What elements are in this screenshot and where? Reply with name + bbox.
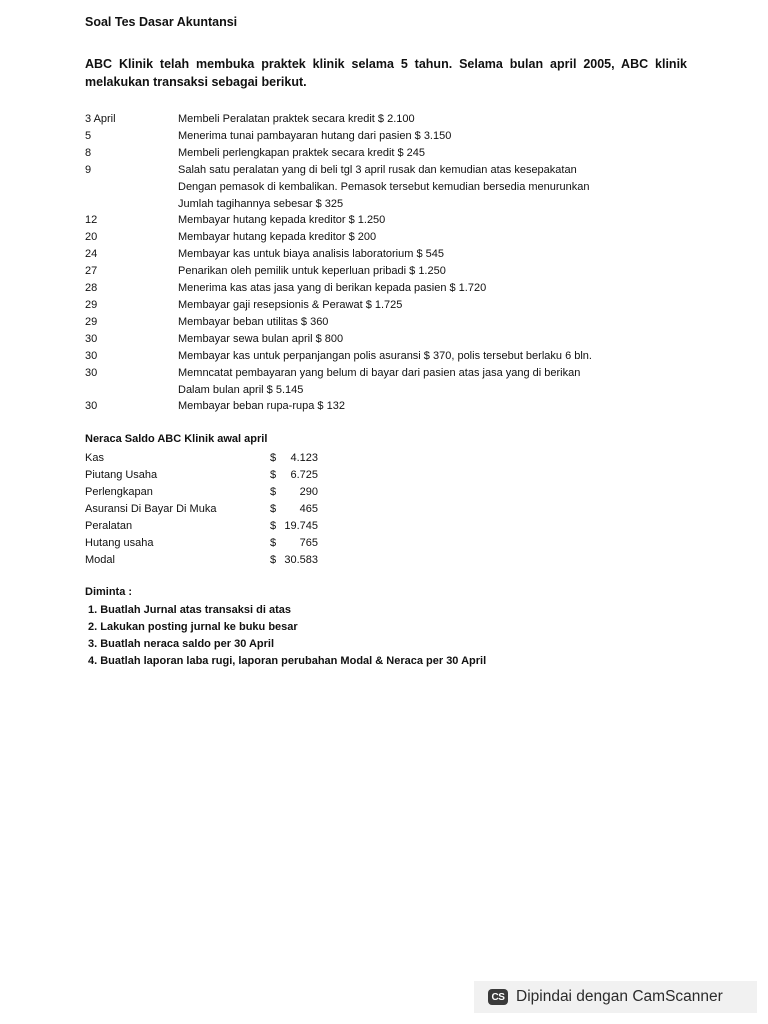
transaction-date: 30 [85, 400, 98, 413]
balance-row [85, 535, 325, 552]
transaction-line: Salah satu peralatan yang di beli tgl 3 april rusak dan kemudian atas kesepakatan [178, 163, 577, 176]
transaction-date: 30 [85, 332, 98, 345]
transaction-date: 5 [85, 129, 92, 142]
transaction-date: 28 [85, 282, 98, 295]
currency-symbol: $ [270, 520, 277, 532]
account-name: Piutang Usaha [85, 469, 158, 481]
account-amount: 465 [299, 503, 318, 515]
transaction-row [85, 398, 695, 415]
currency-symbol: $ [270, 503, 277, 515]
transaction-line: Membayar beban rupa-rupa $ 132 [178, 400, 345, 413]
transaction-description [178, 145, 695, 162]
account-name: Hutang usaha [85, 537, 154, 549]
transaction-description [178, 246, 695, 263]
transaction-line: Memncatat pembayaran yang belum di bayar dari pasien atas jasa yang di berikan [178, 366, 581, 379]
balance-row [85, 552, 325, 569]
camscanner-logo-icon: CS [488, 989, 508, 1005]
transaction-date: 12 [85, 214, 98, 227]
transaction-row [85, 348, 695, 365]
transaction-date: 3 April [85, 113, 116, 125]
transaction-description [178, 162, 695, 213]
transaction-description [178, 111, 695, 128]
account-amount: 19.745 [284, 520, 318, 532]
transaction-line: Dengan pemasok di kembalikan. Pemasok tersebut kemudian bersedia menurunkan [178, 180, 590, 193]
transaction-description [178, 331, 695, 348]
transaction-row [85, 128, 695, 145]
transaction-line: Dalam bulan april $ 5.145 [178, 383, 304, 396]
transaction-line: Menerima tunai pambayaran hutang dari pasien $ 3.150 [178, 129, 452, 142]
transaction-row [85, 162, 695, 213]
transaction-description [178, 365, 695, 399]
transaction-description [178, 128, 695, 145]
transaction-row [85, 297, 695, 314]
account-name: Kas [85, 452, 104, 464]
transaction-date: 29 [85, 315, 98, 328]
transaction-line: Menerima kas atas jasa yang di berikan kepada pasien $ 1.720 [178, 282, 487, 295]
transaction-row [85, 145, 695, 162]
currency-symbol: $ [270, 469, 277, 481]
transaction-line: Membayar kas untuk biaya analisis laboratorium $ 545 [178, 248, 444, 261]
transaction-date: 24 [85, 248, 98, 261]
transaction-date: 30 [85, 366, 98, 379]
transaction-description [178, 398, 695, 415]
balance-title: Neraca Saldo ABC Klinik awal april [85, 433, 268, 445]
transaction-line: Membeli Peralatan praktek secara kredit $ 2.100 [178, 113, 415, 125]
transaction-line: Membayar sewa bulan april $ 800 [178, 332, 344, 345]
account-name: Perlengkapan [85, 486, 153, 498]
transaction-description [178, 348, 695, 365]
transaction-row [85, 246, 695, 263]
transaction-line: Penarikan oleh pemilik untuk keperluan pribadi $ 1.250 [178, 265, 446, 278]
account-amount: 6.725 [290, 469, 318, 481]
account-amount: 765 [299, 537, 318, 549]
currency-symbol: $ [270, 554, 277, 566]
currency-symbol: $ [270, 452, 277, 464]
transaction-line: Membayar kas untuk perpanjangan polis asuransi $ 370, polis tersebut berlaku 6 bln. [178, 349, 592, 362]
camscanner-text: Dipindai dengan CamScanner [516, 988, 723, 1005]
transaction-row [85, 212, 695, 229]
transaction-description [178, 297, 695, 314]
account-amount: 290 [299, 486, 318, 498]
document-title: Soal Tes Dasar Akuntansi [85, 15, 238, 29]
requirement-item: 3. Buatlah neraca saldo per 30 April [88, 638, 275, 650]
transaction-row [85, 365, 695, 399]
transaction-line: Membeli perlengkapan praktek secara kredit $ 245 [178, 146, 426, 159]
transaction-description [178, 229, 695, 246]
transaction-row [85, 263, 695, 280]
transaction-line: Jumlah tagihannya sebesar $ 325 [178, 197, 344, 210]
requirement-item: 1. Buatlah Jurnal atas transaksi di atas [88, 604, 291, 616]
account-name: Asuransi Di Bayar Di Muka [85, 503, 217, 515]
transaction-description [178, 280, 695, 297]
requirements-title: Diminta : [85, 586, 133, 598]
currency-symbol: $ [270, 486, 277, 498]
transaction-date: 30 [85, 349, 98, 362]
intro-paragraph: ABC Klinik telah membuka praktek klinik selama 5 tahun. Selama bulan april 2005, ABC klinik melakukan transaksi sebagai berikut. [85, 57, 687, 89]
transaction-line: Membayar gaji resepsionis & Perawat $ 1.725 [178, 298, 403, 311]
transaction-date: 9 [85, 163, 92, 176]
account-name: Modal [85, 554, 115, 566]
account-amount: 30.583 [284, 554, 318, 566]
transaction-date: 20 [85, 231, 98, 244]
transaction-row [85, 280, 695, 297]
transaction-line: Membayar hutang kepada kreditor $ 200 [178, 231, 377, 244]
transaction-row [85, 111, 695, 128]
balance-row [85, 518, 325, 535]
transaction-date: 29 [85, 298, 98, 311]
transaction-description [178, 212, 695, 229]
transaction-list [85, 111, 695, 415]
balance-row [85, 467, 325, 484]
transaction-row [85, 229, 695, 246]
requirements-list [88, 602, 486, 670]
transaction-date: 27 [85, 265, 98, 278]
account-amount: 4.123 [290, 452, 318, 464]
transaction-line: Membayar beban utilitas $ 360 [178, 315, 329, 328]
balance-row [85, 501, 325, 518]
requirement-item: 2. Lakukan posting jurnal ke buku besar [88, 621, 298, 633]
balance-row [85, 484, 325, 501]
transaction-description [178, 314, 695, 331]
transaction-row [85, 331, 695, 348]
transaction-description [178, 263, 695, 280]
transaction-date: 8 [85, 146, 92, 159]
camscanner-watermark [474, 981, 757, 1013]
transaction-row [85, 314, 695, 331]
currency-symbol: $ [270, 537, 277, 549]
account-name: Peralatan [85, 520, 133, 532]
requirement-item: 4. Buatlah laporan laba rugi, laporan perubahan Modal & Neraca per 30 April [88, 655, 487, 667]
transaction-line: Membayar hutang kepada kreditor $ 1.250 [178, 214, 386, 227]
balance-row [85, 450, 325, 467]
balance-table [85, 450, 325, 569]
